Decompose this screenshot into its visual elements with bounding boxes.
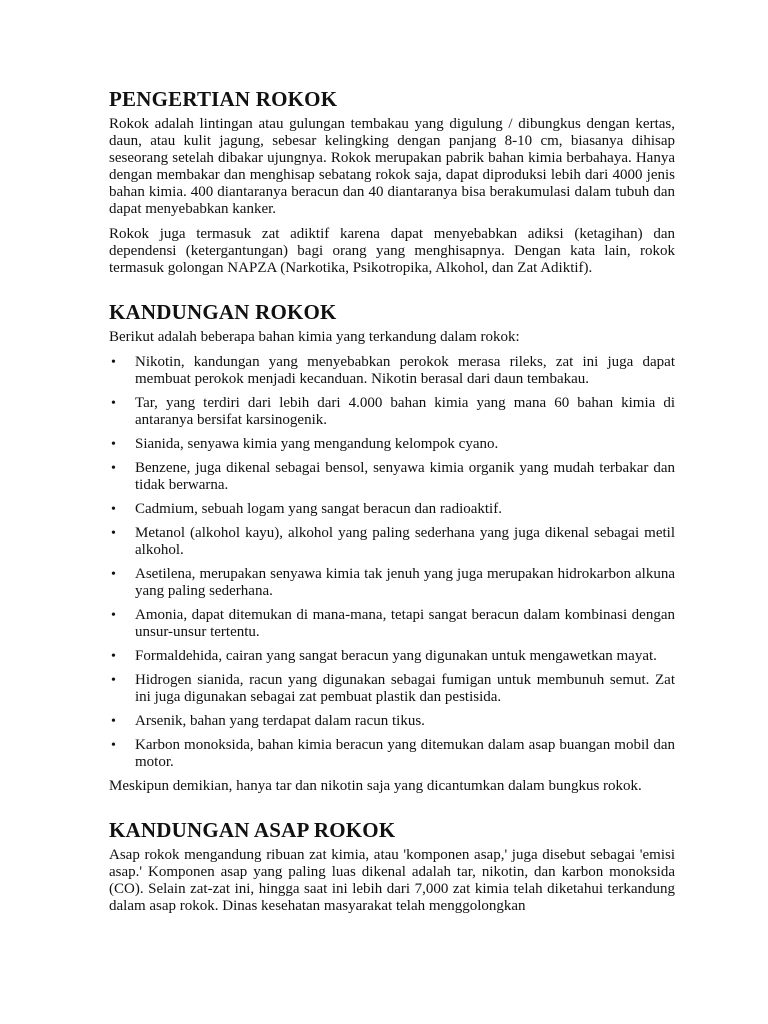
- section-kandungan: [109, 299, 675, 795]
- section-title: PENGERTIAN ROKOK: [109, 87, 338, 111]
- bullet-icon: •: [111, 355, 116, 370]
- chemical-list: [109, 354, 675, 771]
- list-item: [109, 395, 675, 429]
- list-item: [109, 525, 675, 559]
- list-item-text: Karbon monoksida, bahan kimia beracun yang ditemukan dalam asap buangan mobil dan motor.: [135, 737, 675, 770]
- list-item: [109, 672, 675, 706]
- paragraph: Asap rokok mengandung ribuan zat kimia, atau 'komponen asap,' juga disebut sebagai 'emisi asap.' Komponen asap yang paling luas dikenal adalah tar, nikotin, dan karbon monoksida (CO). Selain zat-zat ini, hingga saat ini lebih dari 7,000 zat kimia telah diketahui terkandung dalam asap rokok. Dinas kesehatan masyarakat telah menggolongkan: [109, 847, 675, 914]
- bullet-icon: •: [111, 396, 116, 411]
- list-item-text: Tar, yang terdiri dari lebih dari 4.000 bahan kimia yang mana 60 bahan kimia di antaranya bersifat karsinogenik.: [135, 395, 675, 428]
- bullet-icon: •: [111, 461, 116, 476]
- section-title: KANDUNGAN ASAP ROKOK: [109, 818, 396, 842]
- bullet-icon: •: [111, 673, 116, 688]
- list-item: [109, 460, 675, 494]
- bullet-icon: •: [111, 714, 116, 729]
- list-item-text: Hidrogen sianida, racun yang digunakan sebagai fumigan untuk membunuh semut. Zat ini juga digunakan sebagai zat pembuat plastik dan pestisida.: [135, 672, 675, 705]
- bullet-icon: •: [111, 567, 116, 582]
- list-item: [109, 501, 675, 518]
- bullet-icon: •: [111, 649, 116, 664]
- list-item-text: Amonia, dapat ditemukan di mana-mana, tetapi sangat beracun dalam kombinasi dengan unsur-unsur tertentu.: [135, 607, 675, 640]
- intro-paragraph: Berikut adalah beberapa bahan kimia yang terkandung dalam rokok:: [109, 329, 520, 345]
- section-title: KANDUNGAN ROKOK: [109, 300, 337, 324]
- paragraph: Rokok adalah lintingan atau gulungan tembakau yang digulung / dibungkus dengan kertas, daun, atau kulit jagung, sebesar kelingking dengan panjang 8-10 cm, biasanya dihisap seseorang setelah dibakar ujungnya. Rokok merupakan pabrik bahan kimia berbahaya. Hanya dengan membakar dan menghisap sebatang rokok saja, dapat diproduksi lebih dari 4000 jenis bahan kimia. 400 diantaranya beracun dan 40 diantaranya bisa berakumulasi dalam tubuh dan dapat menyebabkan kanker.: [109, 116, 675, 217]
- list-item-text: Benzene, juga dikenal sebagai bensol, senyawa kimia organik yang mudah terbakar dan tidak berwarna.: [135, 460, 675, 493]
- list-item-text: Sianida, senyawa kimia yang mengandung kelompok cyano.: [135, 436, 499, 452]
- section-asap: [109, 817, 675, 915]
- bullet-icon: •: [111, 526, 116, 541]
- bullet-icon: •: [111, 502, 116, 517]
- list-item-text: Cadmium, sebuah logam yang sangat beracun dan radioaktif.: [135, 501, 502, 517]
- document-page: [109, 86, 675, 937]
- list-item: [109, 713, 675, 730]
- paragraph: Rokok juga termasuk zat adiktif karena dapat menyebabkan adiksi (ketagihan) dan dependensi (ketergantungan) bagi orang yang menghisapnya. Dengan kata lain, rokok termasuk golongan NAPZA (Narkotika, Psikotropika, Alkohol, dan Zat Adiktif).: [109, 226, 675, 276]
- section-pengertian: [109, 86, 675, 277]
- list-item-text: Formaldehida, cairan yang sangat beracun yang digunakan untuk mengawetkan mayat.: [135, 648, 657, 664]
- list-item-text: Metanol (alkohol kayu), alkohol yang paling sederhana yang juga dikenal sebagai metil alkohol.: [135, 525, 675, 558]
- list-item: [109, 607, 675, 641]
- list-item-text: Asetilena, merupakan senyawa kimia tak jenuh yang juga merupakan hidrokarbon alkuna yang paling sederhana.: [135, 566, 675, 599]
- closing-paragraph: Meskipun demikian, hanya tar dan nikotin saja yang dicantumkan dalam bungkus rokok.: [109, 778, 642, 794]
- bullet-icon: •: [111, 608, 116, 623]
- list-item-text: Nikotin, kandungan yang menyebabkan perokok merasa rileks, zat ini juga dapat membuat perokok menjadi kecanduan. Nikotin berasal dari daun tembakau.: [135, 354, 675, 387]
- list-item: [109, 354, 675, 388]
- bullet-icon: •: [111, 738, 116, 753]
- bullet-icon: •: [111, 437, 116, 452]
- list-item: [109, 436, 675, 453]
- list-item: [109, 566, 675, 600]
- list-item: [109, 737, 675, 771]
- list-item-text: Arsenik, bahan yang terdapat dalam racun tikus.: [135, 713, 425, 729]
- list-item: [109, 648, 675, 665]
